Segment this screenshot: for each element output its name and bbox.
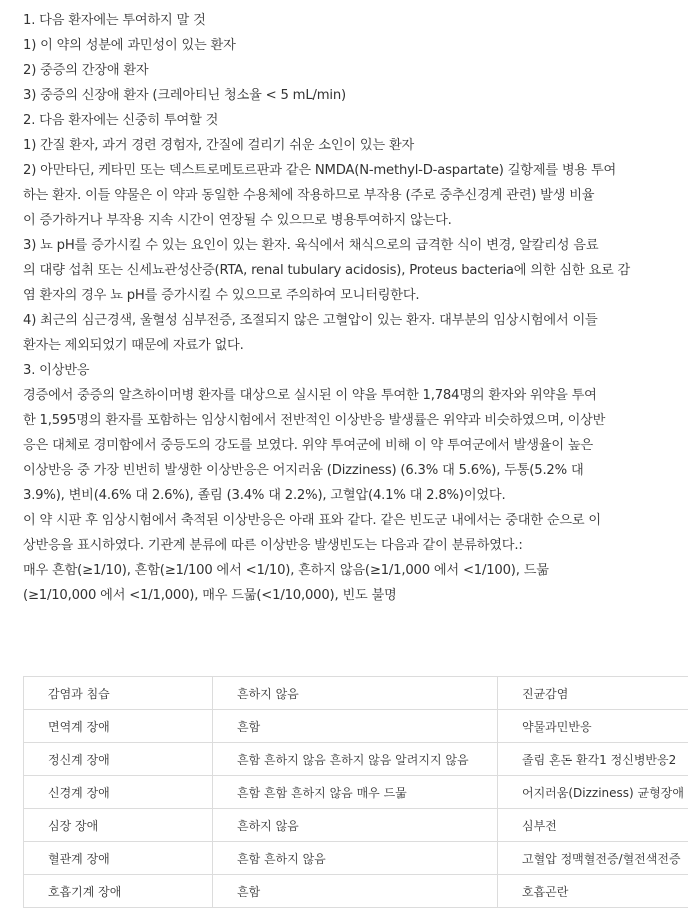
frequency-cell: 흔하지 않음	[213, 677, 498, 710]
text-line: 의 대량 섭취 또는 신세뇨관성산증(RTA, renal tubulary acidosis), Proteus bacteria에 의한 심한 요로 감	[23, 258, 683, 283]
text-line: 매우 흔함(≥1/10), 흔함(≥1/100 에서 <1/10), 흔하지 않음(≥1/1,000 에서 <1/100), 드묾	[23, 558, 683, 583]
text-line: 3) 중증의 신장애 환자 (크레아티닌 청소율 < 5 mL/min)	[23, 83, 683, 108]
text-line: 3.9%), 변비(4.6% 대 2.6%), 졸림 (3.4% 대 2.2%), 고혈압(4.1% 대 2.8%)이었다.	[23, 483, 683, 508]
text-line: 1) 이 약의 성분에 과민성이 있는 환자	[23, 33, 683, 58]
text-line: 이 증가하거나 부작용 지속 시간이 연장될 수 있으므로 병용투여하지 않는다.	[23, 208, 683, 233]
text-line: 2) 중증의 간장애 환자	[23, 58, 683, 83]
reaction-cell: 고혈압 정맥혈전증/혈전색전증	[498, 842, 688, 875]
adverse-reaction-table-container	[23, 676, 688, 908]
organ-class-cell: 신경계 장애	[24, 776, 213, 809]
reaction-cell: 진균감염	[498, 677, 688, 710]
frequency-cell: 흔함 흔하지 않음	[213, 842, 498, 875]
table-row	[24, 776, 688, 809]
reaction-cell: 호흡곤란	[498, 875, 688, 908]
text-line: 응은 대체로 경미함에서 중등도의 강도를 보였다. 위약 투여군에 비해 이 약 투여군에서 발생율이 높은	[23, 433, 683, 458]
frequency-cell: 흔함	[213, 710, 498, 743]
frequency-cell: 흔함 흔함 흔하지 않음 매우 드묾	[213, 776, 498, 809]
text-line: 1) 간질 환자, 과거 경련 경험자, 간질에 걸리기 쉬운 소인이 있는 환자	[23, 133, 683, 158]
text-line: 3. 이상반응	[23, 358, 683, 383]
reaction-cell: 심부전	[498, 809, 688, 842]
adverse-reaction-table	[23, 676, 688, 908]
text-line: 이상반응 중 가장 빈번히 발생한 이상반응은 어지러움 (Dizziness) (6.3% 대 5.6%), 두통(5.2% 대	[23, 458, 683, 483]
organ-class-cell: 감염과 침습	[24, 677, 213, 710]
organ-class-cell: 호흡기계 장애	[24, 875, 213, 908]
text-line: 3) 뇨 pH를 증가시킬 수 있는 요인이 있는 환자. 육식에서 채식으로의 급격한 식이 변경, 알칼리성 음료	[23, 233, 683, 258]
table-row	[24, 875, 688, 908]
reaction-cell: 졸림 혼돈 환각1 정신병반응2	[498, 743, 688, 776]
organ-class-cell: 정신계 장애	[24, 743, 213, 776]
table-row	[24, 743, 688, 776]
table-row	[24, 677, 688, 710]
text-line: 이 약 시판 후 임상시험에서 축적된 이상반응은 아래 표와 같다. 같은 빈도군 내에서는 중대한 순으로 이	[23, 508, 683, 533]
text-line: 1. 다음 환자에는 투여하지 말 것	[23, 8, 683, 33]
text-line: 환자는 제외되었기 때문에 자료가 없다.	[23, 333, 683, 358]
organ-class-cell: 혈관계 장애	[24, 842, 213, 875]
text-line: 상반응을 표시하였다. 기관계 분류에 따른 이상반응 발생빈도는 다음과 같이 분류하였다.:	[23, 533, 683, 558]
reaction-cell: 약물과민반응	[498, 710, 688, 743]
text-line: 경증에서 중증의 알츠하이머병 환자를 대상으로 실시된 이 약을 투여한 1,784명의 환자와 위약을 투여	[23, 383, 683, 408]
text-line: 2. 다음 환자에는 신중히 투여할 것	[23, 108, 683, 133]
text-line: 4) 최근의 심근경색, 울혈성 심부전증, 조절되지 않은 고혈압이 있는 환자. 대부분의 임상시험에서 이들	[23, 308, 683, 333]
text-line: (≥1/10,000 에서 <1/1,000), 매우 드묾(<1/10,000), 빈도 불명	[23, 583, 683, 608]
frequency-cell: 흔함 흔하지 않음 흔하지 않음 알려지지 않음	[213, 743, 498, 776]
text-line: 염 환자의 경우 뇨 pH를 증가시킬 수 있으므로 주의하여 모니터링한다.	[23, 283, 683, 308]
organ-class-cell: 심장 장애	[24, 809, 213, 842]
table-row	[24, 842, 688, 875]
organ-class-cell: 면역계 장애	[24, 710, 213, 743]
frequency-cell: 흔하지 않음	[213, 809, 498, 842]
table-row	[24, 710, 688, 743]
text-line: 하는 환자. 이들 약물은 이 약과 동일한 수용체에 작용하므로 부작용 (주로 중추신경계 관련) 발생 비율	[23, 183, 683, 208]
frequency-cell: 흔함	[213, 875, 498, 908]
table-row	[24, 809, 688, 842]
document-body	[23, 8, 683, 608]
text-line: 2) 아만타딘, 케타민 또는 덱스트로메토르판과 같은 NMDA(N-methyl-D-aspartate) 길항제를 병용 투여	[23, 158, 683, 183]
reaction-cell: 어지러움(Dizziness) 균형장애	[498, 776, 688, 809]
text-line: 한 1,595명의 환자를 포함하는 임상시험에서 전반적인 이상반응 발생률은 위약과 비슷하였으며, 이상반	[23, 408, 683, 433]
